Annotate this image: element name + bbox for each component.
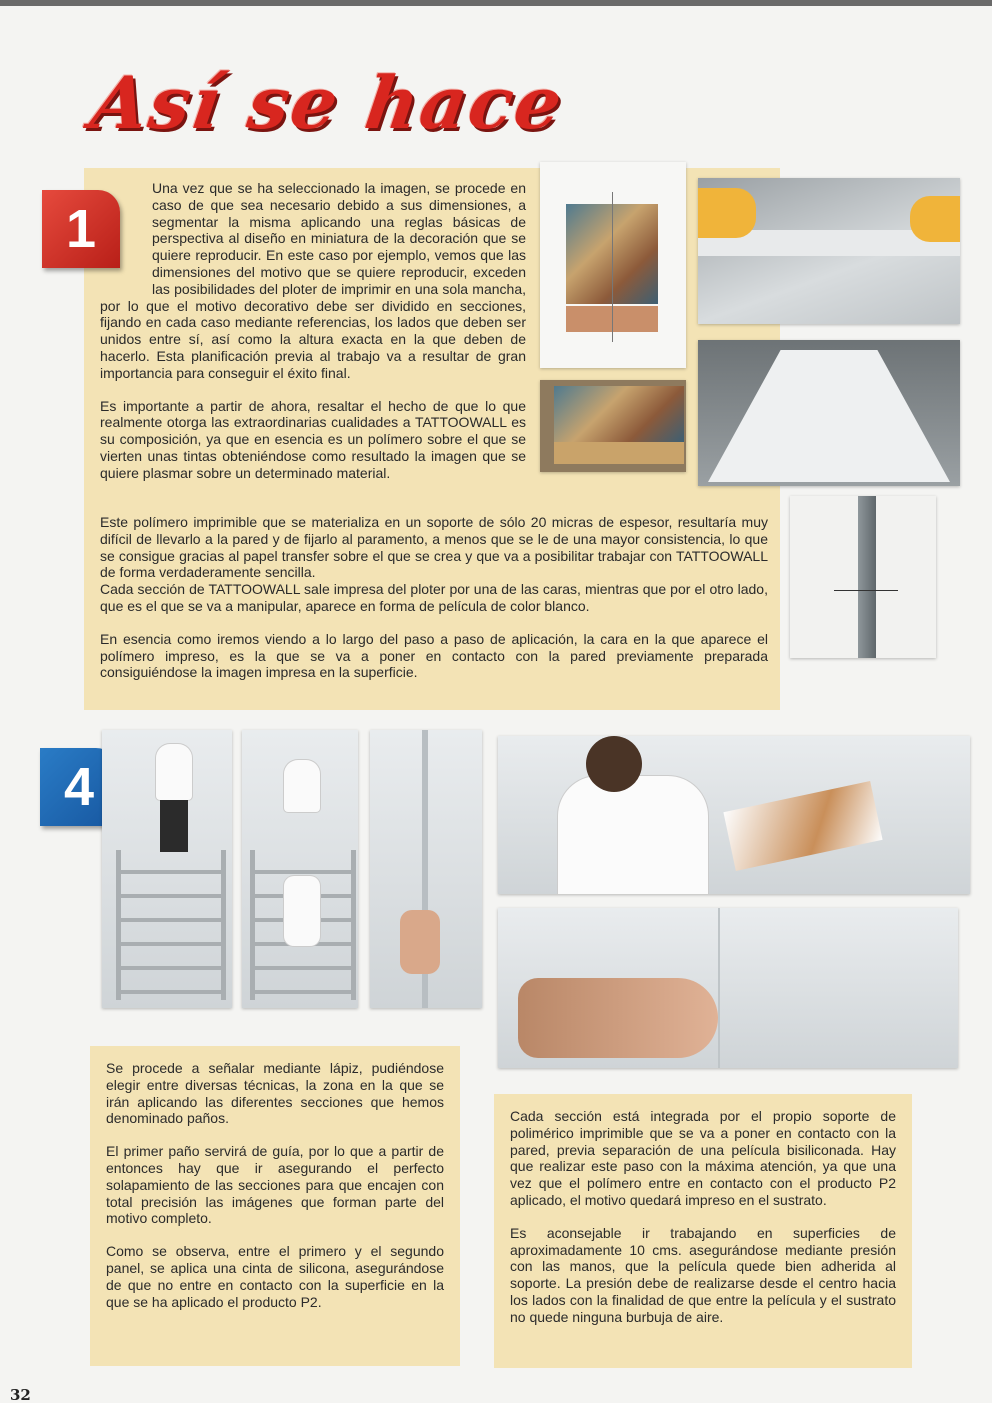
step-4-badge: 4	[40, 748, 118, 826]
pressing-hand	[518, 978, 718, 1058]
section-1-paragraph-1: Una vez que se ha seleccionado la imagen, se procede en caso de que sea necesario debido a sus dimensiones, a segmentar la misma aplicando una reglas básicas de perspectiva al diseño en miniatura de la decoración que se quiere reproducir. En este caso por ejemplo, vemos que las dimensiones del motivo que se quiere reproducir, exceden las posibilidades del ploter de imprimir en una sola mancha, por lo que el motivo decorativo debe ser dividido en secciones, fijando en cada caso mediante referencias, los lados que deben ser unidos entre sí, así como la altura exacta en la que deben de hacerlo. Esta planificación previa al trabajo va a resultar de gran importancia para conseguir el éxito final.	[100, 180, 526, 381]
worker-2	[284, 760, 320, 812]
section-4-left-paragraph-3: Como se observa, entre el primero y el segundo panel, se aplica una cinta de silicona, asegurándose de que no entre en contacto con la superficie en la que se ha aplicado el producto P2.	[106, 1243, 444, 1310]
mark-line	[834, 590, 898, 591]
ladder-1	[116, 850, 226, 1000]
section-1-paragraph-5: En esencia como iremos viendo a lo largo del paso a paso de aplicación, la cara en la que aparece el polímero impreso, es la que se va a poner en contacto con la pared previamente preparada consiguiéndose la imagen impresa en la superficie.	[100, 630, 768, 681]
worker-1-legs	[160, 800, 188, 852]
section-1-paragraph-2: Es importante a partir de ahora, resaltar el hecho de que lo que realmente otorga las extraordinarias cualidades a TATTOOWALL es su composición, ya que en esencia es un polímero sobre el que se vierten unas tintas obteniéndose como resultado la imagen que se quiere plasmar sobre un determinado material.	[100, 397, 526, 481]
printed-border	[554, 442, 684, 464]
section-4-right-paragraph-1: Cada sección está integrada por el propio soporte de polimérico imprimible que se va a poner en contacto con la pared, previa separación de una película bisiliconada. Hay que realizar este paso con la máxima atención, ya que una vez que el polímero entre en contacto con el producto P2 aplicado, el motivo quedará impreso en el sustrato.	[510, 1108, 896, 1208]
panel-seam	[718, 908, 720, 1068]
printed-sections-photo	[540, 380, 686, 472]
ladder-photo-2	[242, 730, 358, 1008]
section-1-text-lower	[100, 514, 768, 681]
section-1-text-upper	[100, 180, 526, 482]
worker-1	[156, 744, 192, 800]
peeling-hand	[400, 910, 440, 974]
section-4-right-text-box	[494, 1094, 912, 1368]
printed-mural	[554, 386, 684, 442]
section-4-left-paragraph-1: Se procede a señalar mediante lápiz, pudiéndose elegir entre diversas técnicas, la zona en la que se irán aplicando las diferentes secciones que hemos denominado paños.	[106, 1060, 444, 1127]
section-4-left-paragraph-2: El primer paño servirá de guía, por lo que a partir de entonces hay que ir asegurando el perfecto solapamiento de las secciones para que encajen con total precisión las imágenes que forman parte del motivo completo.	[106, 1143, 444, 1227]
marked-edge-photo	[790, 496, 936, 658]
ladder-photo-1	[102, 730, 232, 1008]
section-1-paragraph-3: Este polímero imprimible que se materializa en un soporte de sólo 20 micras de espesor, resultaría muy difícil de llevarlo a la pared y de fijarlo al paramento, a menos que se le de una mayor consistencia, lo que se consigue gracias al papel transfer sobre el que se crea y que va a posibilitar trabajar con TATTOOWALL de forma verdaderamente sencilla.	[100, 514, 768, 581]
panel-sheet	[708, 350, 950, 482]
metal-edge	[858, 496, 876, 658]
worker-3	[284, 876, 320, 946]
section-1-paragraph-4: Cada sección de TATTOOWALL sale impresa del ploter por una de las caras, mientras que por el otro lado, que es el que se va a manipular, aparece en forma de película de color blanco.	[100, 581, 768, 614]
panels-on-floor-photo	[698, 340, 960, 486]
right-arm	[910, 196, 960, 242]
section-4-right-paragraph-2: Es aconsejable ir trabajando en superficies de aproximadamente 10 cms. asegurándose mediante presión con las manos, que la película quede bien adherida al soporte. La presión debe de realizarse desde el centro hacia los lados con la finalidad de que entre la película y el sustrato no quede ninguna burbuja de aire.	[510, 1224, 896, 1325]
top-border	[0, 0, 992, 6]
section-4-left-text-box	[90, 1046, 460, 1366]
pressing-hand-photo	[498, 908, 958, 1068]
worker-head	[586, 736, 642, 792]
wall-corner-photo	[370, 730, 482, 1008]
rolled-print	[723, 781, 882, 871]
step-1-badge: 1	[42, 190, 120, 268]
hands-measuring-photo	[698, 178, 960, 324]
division-line	[612, 192, 613, 342]
peeling-film-photo	[498, 736, 970, 894]
perspective-plan-photo	[540, 162, 686, 368]
left-arm	[698, 188, 756, 238]
page-number: 32	[10, 1386, 31, 1403]
worker-peeling	[558, 776, 708, 894]
page-title: Así se hace	[86, 60, 569, 145]
